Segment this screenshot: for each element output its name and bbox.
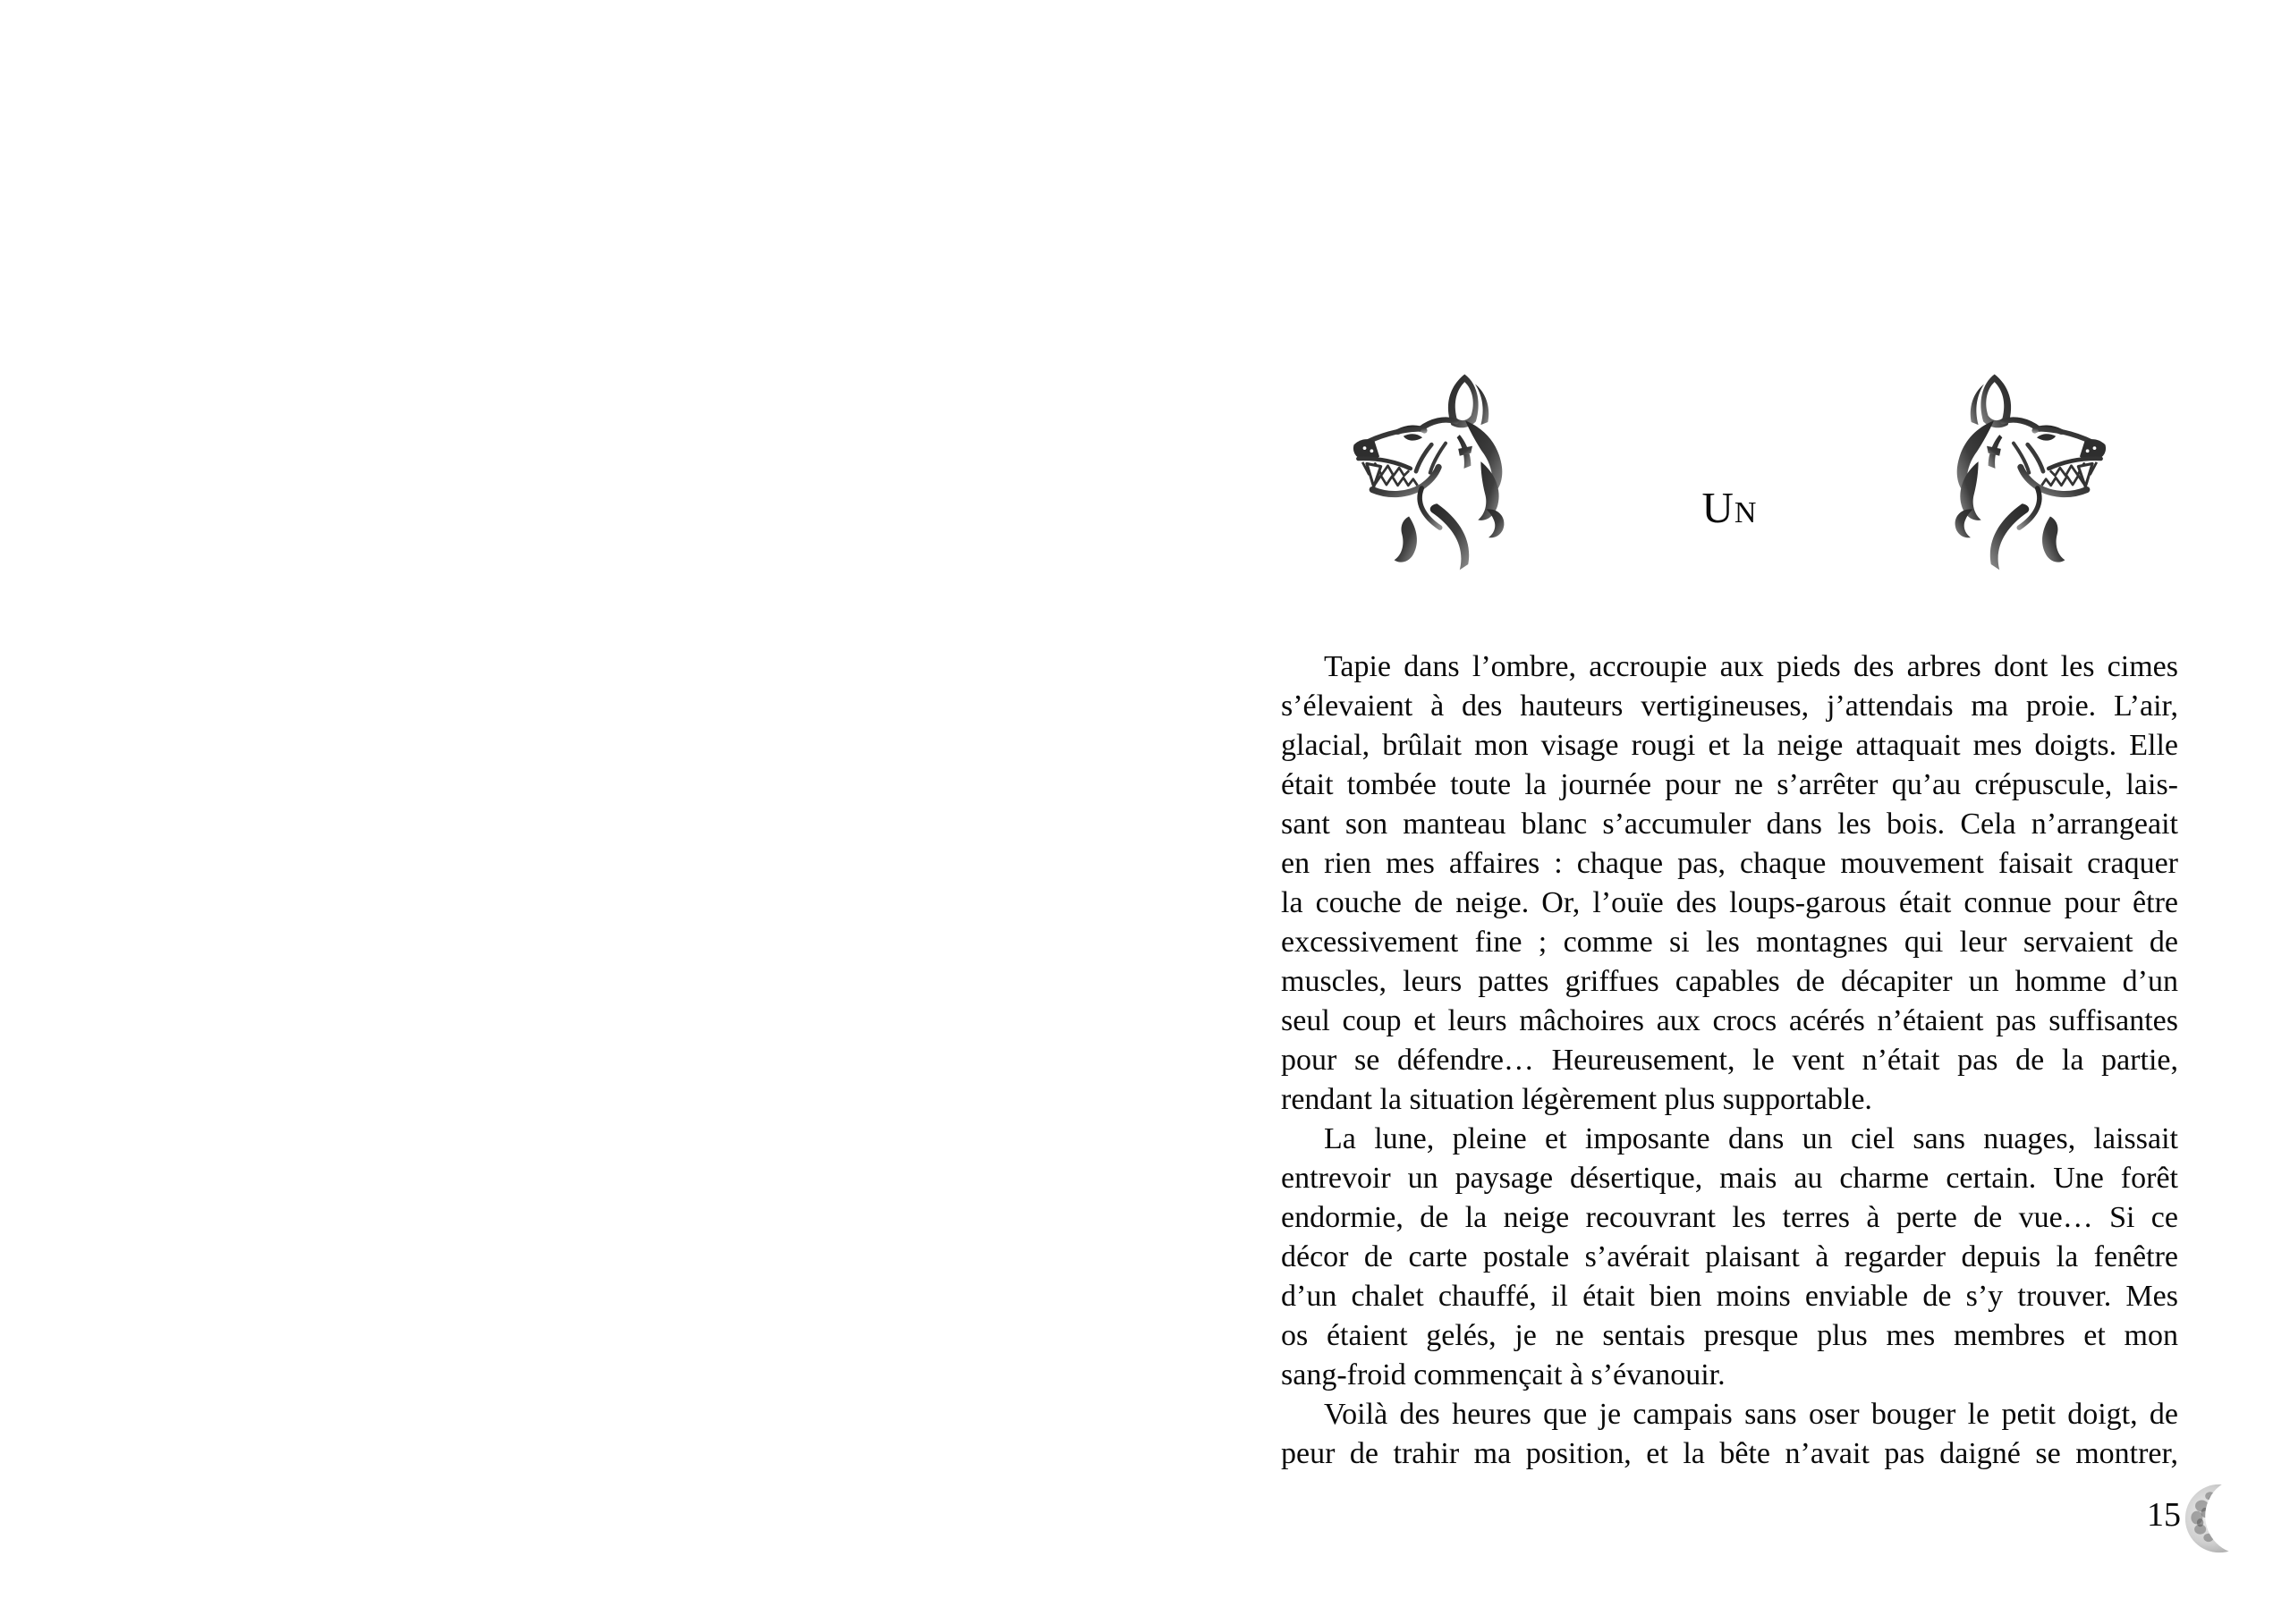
body-line: sang-froid commençait à s’évanouir. — [1281, 1358, 1726, 1391]
body-line: entrevoir un paysage désertique, mais au charme certain. Une forêt — [1281, 1162, 2178, 1195]
page-number: 15 — [2147, 1496, 2181, 1534]
body-line: décor de carte postale s’avérait plaisant à regarder depuis la fenêtre — [1281, 1240, 2178, 1273]
wolf-head-left-icon — [1313, 356, 1539, 574]
body-line: peur de trahir ma position, et la bête n’avait pas daigné se montrer, — [1281, 1437, 2178, 1470]
body-line: pour se défendre… Heureusement, le vent n’était pas de la partie, — [1281, 1044, 2178, 1077]
body-line: d’un chalet chauffé, il était bien moins enviable de s’y trouver. Mes — [1281, 1280, 2178, 1313]
chapter-title: Un — [1701, 483, 1758, 532]
body-line: la couche de neige. Or, l’ouïe des loups-garous était connue pour être — [1281, 886, 2178, 919]
body-line: excessivement fine ; comme si les montagnes qui leur servaient de — [1281, 926, 2178, 959]
body-line: en rien mes affaires : chaque pas, chaque mouvement faisait craquer — [1281, 847, 2178, 880]
crescent-moon-icon — [2184, 1481, 2232, 1556]
right-page — [1145, 0, 2290, 1624]
body-line: Voilà des heures que je campais sans oser bouger le petit doigt, de — [1324, 1398, 2178, 1431]
body-line: était tombée toute la journée pour ne s’arrêter qu’au crépuscule, lais- — [1281, 768, 2178, 801]
body-line: glacial, brûlait mon visage rougi et la neige attaquait mes doigts. Elle — [1281, 729, 2178, 762]
chapter-body — [1281, 647, 2178, 1474]
body-line: os étaient gelés, je ne sentais presque plus mes membres et mon — [1281, 1319, 2178, 1352]
body-line: endormie, de la neige recouvrant les terres à perte de vue… Si ce — [1281, 1201, 2178, 1234]
body-line: La lune, pleine et imposante dans un ciel sans nuages, laissait — [1324, 1122, 2178, 1155]
body-line: seul coup et leurs mâchoires aux crocs acérés n’étaient pas suffisantes — [1281, 1004, 2178, 1037]
wolf-head-right-icon — [1921, 356, 2146, 574]
body-line: Tapie dans l’ombre, accroupie aux pieds des arbres dont les cimes — [1324, 650, 2178, 683]
body-line: rendant la situation légèrement plus supportable. — [1281, 1083, 1872, 1116]
body-line: muscles, leurs pattes griffues capables de décapiter un homme d’un — [1281, 965, 2178, 998]
body-line: s’élevaient à des hauteurs vertigineuses, j’attendais ma proie. L’air, — [1281, 689, 2178, 723]
body-line: sant son manteau blanc s’accumuler dans les bois. Cela n’arrangeait — [1281, 808, 2178, 841]
